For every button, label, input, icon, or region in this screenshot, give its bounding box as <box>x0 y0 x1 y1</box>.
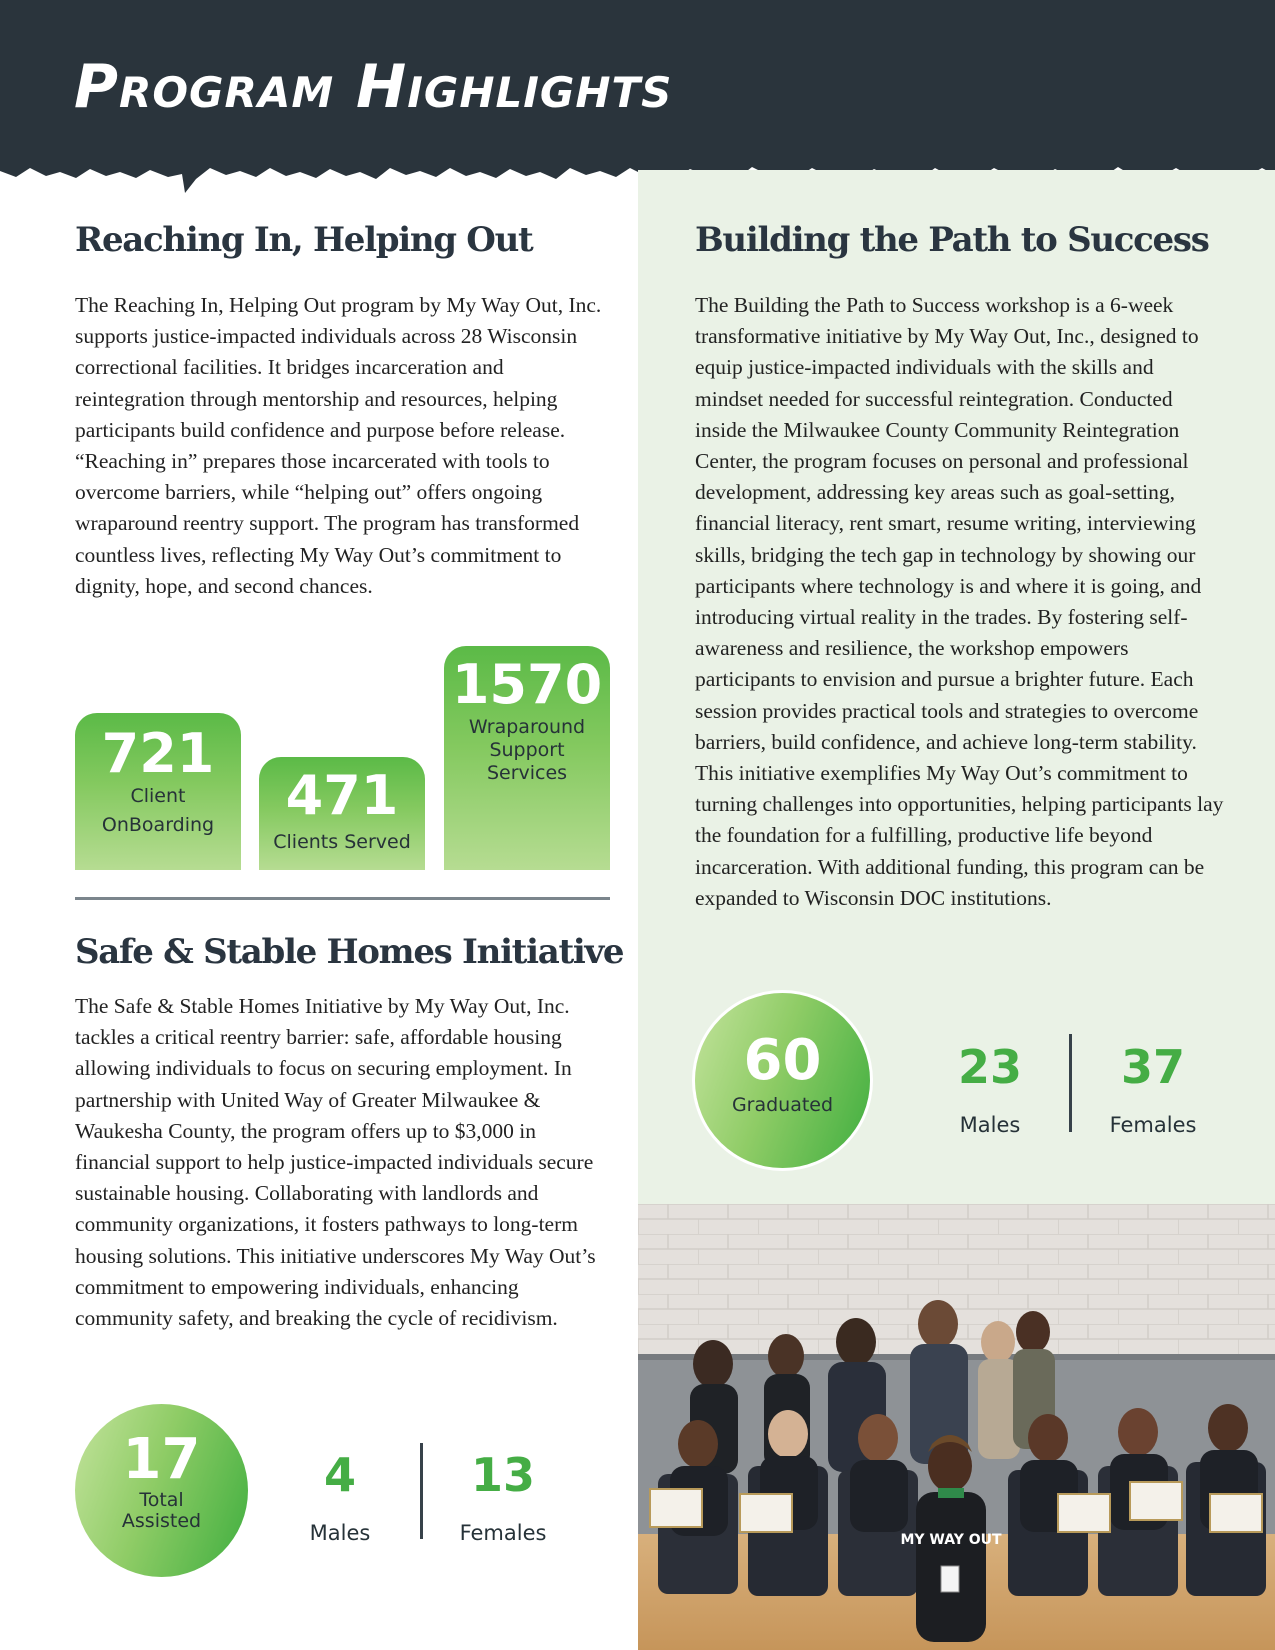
graduated-circle <box>695 993 870 1168</box>
section-divider <box>75 897 610 900</box>
graduation-group-photo <box>638 1204 1275 1650</box>
stat-box-clients-served <box>259 757 425 870</box>
stat-label: Clients Served <box>273 831 411 853</box>
stat-box-wraparound-services <box>444 646 610 870</box>
stat-value: 471 <box>285 764 399 827</box>
group-photo-illustration <box>638 1204 1275 1650</box>
page-title: Program Highlights <box>74 52 673 122</box>
stat-label: Males <box>959 1113 1021 1137</box>
safe-homes-heading: Safe & Stable Homes Initiative <box>75 932 624 972</box>
stat-label: Client <box>130 785 186 807</box>
stat-label: Wraparound <box>468 716 586 738</box>
path-males-stat <box>930 1041 1050 1137</box>
shirt-logo-text: MY WAY OUT <box>900 1532 1002 1548</box>
stat-label: Assisted <box>121 1510 202 1532</box>
stat-value: 60 <box>743 1028 822 1093</box>
path-success-body: The Building the Path to Success workshop is a 6-week transformative initiative by My Way Out, Inc., designed to equip justice-impacted individuals with the skills and mindset needed for successful reintegration. Conducted inside the Milwaukee County Community Reintegration Center, the program focuses on personal and professional development, addressing key areas such as goal-setting, financial literacy, rent smart, resume writing, interviewing skills, bridging the tech gap in technology by showing our participants where technology is and where it is going, and introducing virtual reality in the trades. By fostering self-awareness and resilience, the workshop empowers participants to envision and pursue a brighter future. Each session provides practical tools and strategies to overcome barriers, build confidence, and achieve long-term stability. This initiative exemplifies My Way Out’s commitment to turning challenges into opportunities, helping participants lay the foundation for a fulfilling, productive life beyond incarceration. With additional funding, this program can be expanded to Wisconsin DOC institutions. <box>695 293 1224 910</box>
stat-value: 4 <box>323 1448 356 1502</box>
reaching-body: The Reaching In, Helping Out program by My Way Out, Inc. supports justice-impacted individuals across 28 Wisconsin correctional facilities. It bridges incarceration and reintegration through mentorship and resources, helping participants build confidence and purpose before release. “Reaching in” prepares those incarcerated with tools to overcome barriers, while “helping out” offers ongoing wraparound reentry support. The program has transformed countless lives, reflecting My Way Out’s commitment to dignity, hope, and second chances. <box>75 293 602 598</box>
path-success-heading: Building the Path to Success <box>695 220 1209 260</box>
stat-label: Total <box>139 1489 184 1511</box>
safe-homes-females-stat <box>443 1449 563 1545</box>
stat-box-client-onboarding <box>75 713 241 870</box>
stat-value: 1570 <box>451 653 603 716</box>
stat-label: Males <box>309 1521 371 1545</box>
stat-value: 721 <box>101 722 215 785</box>
stat-value: 17 <box>122 1427 201 1492</box>
stat-label: OnBoarding <box>101 814 215 836</box>
stat-value: 23 <box>957 1040 1022 1094</box>
stat-label: Graduated <box>731 1094 834 1116</box>
reaching-heading: Reaching In, Helping Out <box>75 220 533 260</box>
stat-separator <box>1069 1034 1072 1132</box>
safe-homes-males-stat <box>290 1449 390 1545</box>
safe-homes-body: The Safe & Stable Homes Initiative by My Way Out, Inc. tackles a critical reentry barrier: safe, affordable housing allowing individuals to focus on securing employment. In partnership with United Way of Greater Milwaukee & Waukesha County, the program offers up to $3,000 in financial support to help justice-impacted individuals secure sustainable housing. Collaborating with landlords and community organizations, it fosters pathways to long-term housing solutions. This initiative underscores My Way Out’s commitment to empowering individuals, enhancing community safety, and breaking the cycle of recidivism. <box>75 994 596 1331</box>
stat-value: 13 <box>470 1448 535 1502</box>
path-females-stat <box>1093 1041 1213 1137</box>
total-assisted-circle <box>75 1404 248 1577</box>
stat-separator <box>420 1443 423 1539</box>
stat-label: Females <box>459 1521 547 1545</box>
stat-label: Females <box>1109 1113 1197 1137</box>
stat-value: 37 <box>1120 1040 1185 1094</box>
page-header <box>0 0 1275 195</box>
stat-label: Services <box>486 762 568 784</box>
stat-label: Support <box>489 739 565 761</box>
